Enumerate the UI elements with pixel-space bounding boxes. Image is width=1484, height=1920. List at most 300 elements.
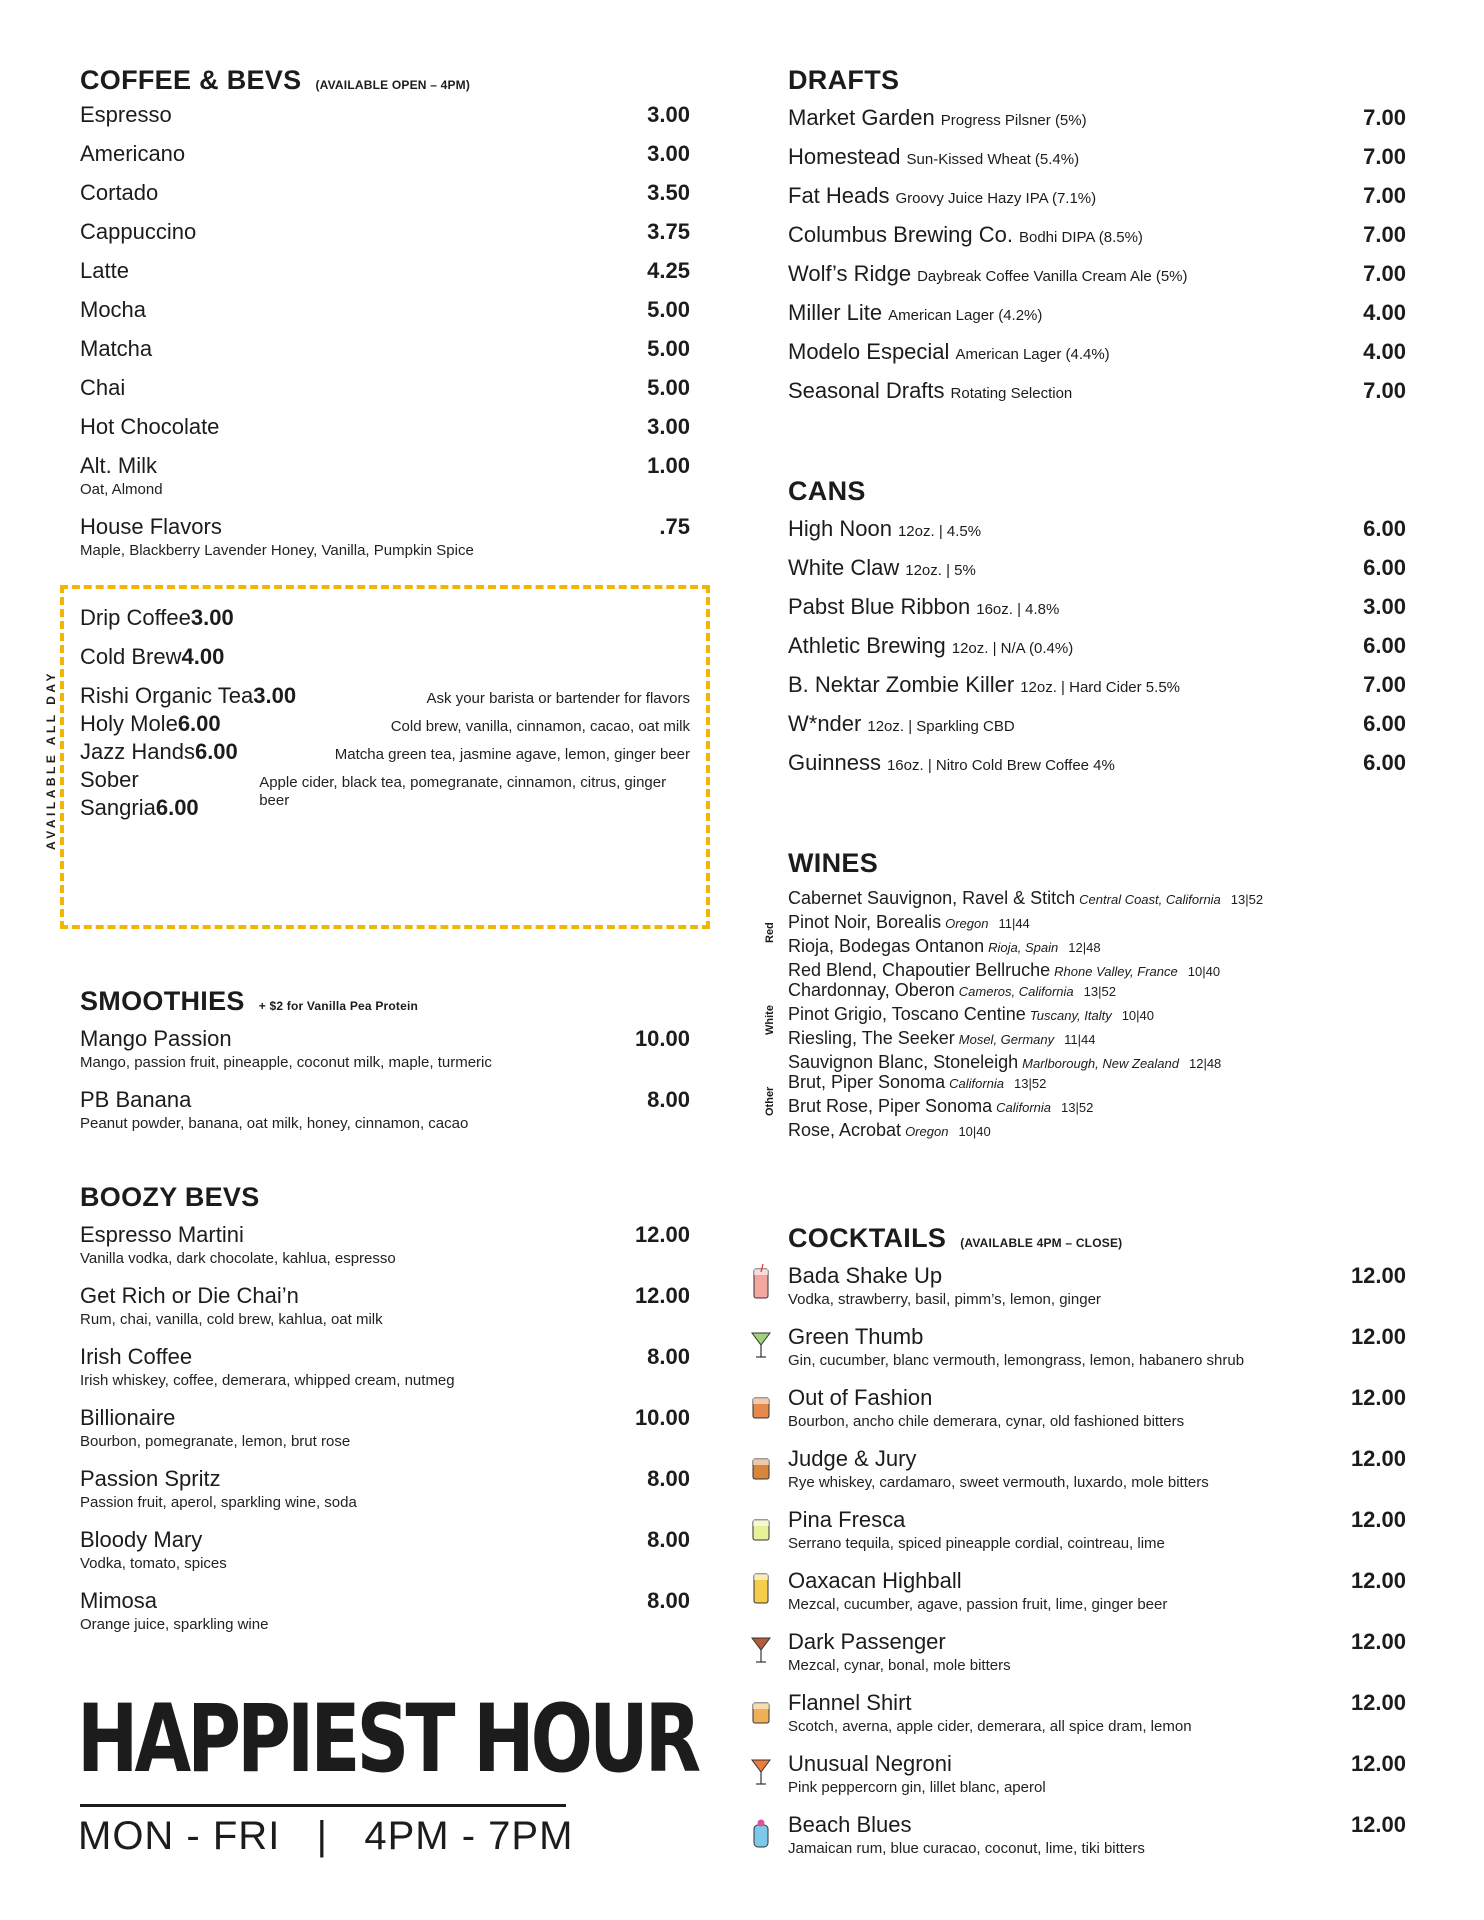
item-name: Guinness	[788, 750, 881, 775]
item-price: 12.00	[1350, 1690, 1406, 1715]
item-name: Mimosa	[80, 1588, 158, 1613]
wine-name: Pinot Grigio, Toscano Centine	[788, 1004, 1026, 1024]
menu-item	[788, 515, 1406, 554]
wine-region: Cameros, California	[958, 984, 1074, 999]
smoothies-list	[80, 1025, 690, 1147]
boozy-title: BOOZY BEVS	[80, 1182, 260, 1212]
cans-list	[788, 515, 1406, 788]
item-row	[80, 1404, 690, 1432]
item-name: Green Thumb	[788, 1324, 924, 1349]
item-detail: Sun-Kissed Wheat (5.4%)	[906, 151, 1080, 168]
item-price: 3.00	[1363, 594, 1406, 619]
item-name: Dark Passenger	[788, 1629, 946, 1654]
rocks-glass-icon	[749, 1691, 773, 1729]
item-price: 12.00	[1350, 1568, 1406, 1593]
wine-price: 11|44	[1064, 1032, 1096, 1047]
menu-item	[80, 335, 690, 374]
wine-category-label: Red	[764, 922, 776, 943]
item-row	[788, 1567, 1406, 1595]
item-price: 6.00	[1363, 750, 1406, 775]
wine-category-label: White	[764, 1005, 776, 1035]
wine-item	[788, 911, 1406, 935]
item-price: 12.00	[1350, 1751, 1406, 1776]
item-description: Matcha green tea, jasmine agave, lemon, ginger beer	[334, 746, 690, 763]
item-name: W*nder	[788, 711, 862, 736]
item-name-wrap	[80, 101, 172, 129]
item-price: 12.00	[1350, 1385, 1406, 1410]
item-price: 5.00	[647, 375, 690, 400]
item-name: Holy Mole	[80, 711, 178, 736]
menu-item	[80, 682, 690, 710]
menu-item	[80, 1465, 690, 1526]
wine-price: 13|52	[1083, 984, 1116, 999]
item-name-wrap	[788, 554, 976, 585]
wine-name: Brut, Piper Sonoma	[788, 1072, 946, 1092]
item-name: Irish Coffee	[80, 1344, 193, 1369]
wine-group-other	[764, 1071, 1406, 1143]
menu-item	[788, 671, 1406, 710]
item-name: Cappuccino	[80, 219, 197, 244]
tiki-glass-icon	[749, 1813, 773, 1851]
wine-price: 13|52	[1014, 1076, 1047, 1091]
item-name-wrap	[788, 377, 1072, 408]
item-name: Jazz Hands	[80, 739, 195, 764]
item-name-wrap	[788, 710, 1015, 741]
item-row	[788, 1506, 1406, 1534]
item-name: Passion Spritz	[80, 1466, 221, 1491]
menu-item	[788, 554, 1406, 593]
drafts-title: DRAFTS	[788, 65, 900, 95]
wine-item	[788, 887, 1406, 911]
item-description: Vanilla vodka, dark chocolate, kahlua, espresso	[80, 1250, 396, 1267]
item-name: Alt. Milk	[80, 453, 157, 478]
item-name: Homestead	[788, 144, 901, 169]
item-price: 5.00	[647, 297, 690, 322]
item-row	[80, 710, 221, 738]
item-name: Out of Fashion	[788, 1385, 933, 1410]
item-name-wrap	[788, 143, 1079, 174]
menu-item	[788, 299, 1406, 338]
item-name: Market Garden	[788, 105, 935, 130]
wine-name: Riesling, The Seeker	[788, 1028, 955, 1048]
item-detail: Progress Pilsner (5%)	[940, 112, 1087, 129]
coffee-availability-note: (AVAILABLE OPEN – 4PM)	[315, 78, 471, 92]
cocktails-availability-note: (AVAILABLE 4PM – CLOSE)	[960, 1236, 1123, 1250]
item-name: Pabst Blue Ribbon	[788, 594, 971, 619]
menu-item	[788, 1384, 1406, 1445]
coffee-heading	[80, 65, 690, 96]
menu-item	[80, 1282, 690, 1343]
item-name-wrap	[80, 218, 196, 246]
highball-glass-icon	[749, 1569, 773, 1607]
item-price: 12.00	[1350, 1446, 1406, 1471]
all-day-list	[80, 604, 690, 822]
item-name-wrap	[788, 749, 1115, 780]
menu-item	[788, 1262, 1406, 1323]
cocktails-heading	[788, 1223, 1406, 1254]
item-description: Mango, passion fruit, pineapple, coconut milk, maple, turmeric	[80, 1054, 492, 1071]
item-row	[788, 1750, 1406, 1778]
item-row	[80, 643, 224, 671]
wine-region: Central Coast, California	[1079, 892, 1221, 907]
wine-name: Brut Rose, Piper Sonoma	[788, 1096, 993, 1116]
wines-title: WINES	[788, 848, 879, 878]
menu-item	[80, 643, 690, 682]
item-detail: American Lager (4.2%)	[888, 307, 1043, 324]
item-name-wrap	[788, 221, 1143, 252]
item-detail: 12oz. | Sparkling CBD	[867, 718, 1015, 735]
item-description: Peanut powder, banana, oat milk, honey, cinnamon, cacao	[80, 1115, 469, 1132]
item-description: Maple, Blackberry Lavender Honey, Vanilla, Pumpkin Spice	[80, 542, 474, 559]
cans-section	[788, 476, 1406, 788]
menu-item	[788, 749, 1406, 788]
item-detail: 12oz. | 5%	[905, 562, 976, 579]
item-price: 7.00	[1363, 222, 1406, 247]
item-name: Oaxacan Highball	[788, 1568, 962, 1593]
menu-item	[788, 632, 1406, 671]
item-description: Irish whiskey, coffee, demerara, whipped cream, nutmeg	[80, 1372, 455, 1389]
item-row	[80, 682, 296, 710]
item-name: High Noon	[788, 516, 892, 541]
item-name: Mocha	[80, 297, 147, 322]
item-detail: Daybreak Coffee Vanilla Cream Ale (5%)	[917, 268, 1188, 285]
wine-name: Sauvignon Blanc, Stoneleigh	[788, 1052, 1019, 1072]
menu-item	[80, 1526, 690, 1587]
item-price: 12.00	[634, 1283, 690, 1308]
wine-group-white	[764, 979, 1406, 1075]
item-description: Pink peppercorn gin, lillet blanc, aperol	[788, 1779, 1046, 1796]
item-row	[80, 604, 234, 632]
item-price: 12.00	[1350, 1812, 1406, 1837]
item-name: House Flavors	[80, 514, 222, 539]
menu-item	[80, 1086, 690, 1147]
item-name-wrap	[788, 104, 1087, 135]
menu-item	[788, 1506, 1406, 1567]
item-price: 8.00	[647, 1588, 690, 1613]
item-row	[80, 1221, 690, 1249]
item-name: Columbus Brewing Co.	[788, 222, 1013, 247]
menu-item	[80, 218, 690, 257]
item-name-wrap	[788, 593, 1059, 624]
wine-group-red	[764, 887, 1406, 983]
item-name: Drip Coffee	[80, 605, 191, 630]
wine-item	[788, 1071, 1406, 1095]
cocktails-title: COCKTAILS	[788, 1223, 947, 1253]
wine-name: Chardonnay, Oberon	[788, 980, 955, 1000]
wine-name: Pinot Noir, Borealis	[788, 912, 942, 932]
wine-name: Rose, Acrobat	[788, 1120, 902, 1140]
wine-price: 10|40	[1121, 1008, 1154, 1023]
item-name: Americano	[80, 141, 186, 166]
menu-item	[80, 296, 690, 335]
menu-item	[788, 1445, 1406, 1506]
wine-region: Mosel, Germany	[958, 1032, 1055, 1047]
all-day-section	[80, 604, 690, 822]
item-price: 4.25	[647, 258, 690, 283]
wine-region: Oregon	[945, 916, 989, 931]
item-price: 6.00	[1363, 711, 1406, 736]
menu-item	[80, 738, 690, 766]
rocks-glass-icon	[749, 1386, 773, 1424]
menu-item	[80, 766, 690, 822]
item-price: 8.00	[647, 1087, 690, 1112]
item-name: Unusual Negroni	[788, 1751, 952, 1776]
item-price: 6.00	[1363, 555, 1406, 580]
item-name-wrap	[80, 179, 158, 207]
item-price: 12.00	[1350, 1324, 1406, 1349]
happiest-hour-rule	[80, 1804, 566, 1807]
coffee-extras-list	[80, 452, 690, 574]
item-price: 6.00	[194, 739, 238, 764]
coffee-section	[80, 65, 690, 574]
item-name: Athletic Brewing	[788, 633, 946, 658]
menu-item	[788, 1750, 1406, 1811]
item-name: Beach Blues	[788, 1812, 912, 1837]
item-price: 3.75	[647, 219, 690, 244]
menu-item	[788, 1567, 1406, 1628]
item-name: B. Nektar Zombie Killer	[788, 672, 1015, 697]
item-row	[788, 1689, 1406, 1717]
item-price: 6.00	[177, 711, 221, 736]
item-row	[80, 513, 690, 541]
rocks-glass-icon	[749, 1447, 773, 1485]
wine-item	[788, 1095, 1406, 1119]
wine-item	[788, 935, 1406, 959]
item-price: 6.00	[1363, 633, 1406, 658]
item-name: Pina Fresca	[788, 1507, 906, 1532]
menu-item	[788, 593, 1406, 632]
smoothies-title: SMOOTHIES	[80, 986, 245, 1016]
item-description: Ask your barista or bartender for flavors	[426, 690, 690, 707]
item-name: Get Rich or Die Chai’n	[80, 1283, 299, 1308]
wine-region: California	[996, 1100, 1052, 1115]
item-name: Bloody Mary	[80, 1527, 203, 1552]
happiest-hour-days: MON - FRI | 4PM - 7PM	[78, 1814, 574, 1858]
item-description: Rye whiskey, cardamaro, sweet vermouth, luxardo, mole bitters	[788, 1474, 1209, 1491]
menu-item	[80, 413, 690, 452]
item-name: Flannel Shirt	[788, 1690, 912, 1715]
item-name: Espresso Martini	[80, 1222, 244, 1247]
item-price: 7.00	[1363, 672, 1406, 697]
item-price: 7.00	[1363, 183, 1406, 208]
menu-item	[788, 182, 1406, 221]
item-row	[80, 1025, 690, 1053]
item-description: Bourbon, pomegranate, lemon, brut rose	[80, 1433, 351, 1450]
item-name: Fat Heads	[788, 183, 890, 208]
item-price: 3.00	[190, 605, 234, 630]
drafts-section	[788, 65, 1406, 416]
item-name: Judge & Jury	[788, 1446, 917, 1471]
menu-item	[80, 604, 690, 643]
item-name: Wolf’s Ridge	[788, 261, 912, 286]
wine-region: California	[949, 1076, 1004, 1091]
coffee-list	[80, 101, 690, 452]
item-detail: American Lager (4.4%)	[955, 346, 1110, 363]
wine-price: 13|52	[1061, 1100, 1094, 1115]
item-description: Vodka, strawberry, basil, pimm’s, lemon, ginger	[788, 1291, 1101, 1308]
item-name-wrap	[788, 671, 1180, 702]
wine-region: Marlborough, New Zealand	[1022, 1056, 1179, 1071]
item-row	[788, 1323, 1406, 1351]
item-description: Mezcal, cynar, bonal, mole bitters	[788, 1657, 1011, 1674]
all-day-label: AVAILABLE ALL DAY	[44, 670, 58, 850]
item-row	[788, 1628, 1406, 1656]
smoothies-heading	[80, 986, 690, 1017]
wine-price: 10|40	[958, 1124, 991, 1139]
menu-item	[80, 257, 690, 296]
item-description: Mezcal, cucumber, agave, passion fruit, lime, ginger beer	[788, 1596, 1168, 1613]
item-description: Jamaican rum, blue curacao, coconut, lime, tiki bitters	[788, 1840, 1145, 1857]
menu-item	[80, 710, 690, 738]
item-name: Latte	[80, 258, 129, 283]
menu-item	[788, 1811, 1406, 1872]
item-price: 4.00	[1363, 300, 1406, 325]
menu-item	[80, 1404, 690, 1465]
wine-price: 10|40	[1187, 964, 1221, 979]
item-name-wrap	[80, 140, 185, 168]
item-row	[788, 1262, 1406, 1290]
item-name: Cortado	[80, 180, 159, 205]
item-name-wrap	[80, 257, 129, 285]
wine-item	[788, 1119, 1406, 1143]
item-name: Hot Chocolate	[80, 414, 220, 439]
wine-category-label: Other	[764, 1086, 776, 1116]
happiest-hour-title: HAPPIEST HOUR	[77, 1685, 698, 1794]
wine-region: Oregon	[905, 1124, 949, 1139]
wine-item	[788, 1003, 1406, 1027]
item-name: Miller Lite	[788, 300, 883, 325]
item-name: White Claw	[788, 555, 900, 580]
menu-item	[80, 374, 690, 413]
item-name: Seasonal Drafts	[788, 378, 945, 403]
boozy-section	[80, 1182, 690, 1648]
smoothies-section	[80, 986, 690, 1147]
drafts-list	[788, 104, 1406, 416]
item-description: Serrano tequila, spiced pineapple cordial, cointreau, lime	[788, 1535, 1165, 1552]
item-price: 7.00	[1363, 378, 1406, 403]
item-row	[80, 1086, 690, 1114]
item-row	[80, 1343, 690, 1371]
item-name-wrap	[80, 335, 152, 363]
menu-item	[788, 221, 1406, 260]
wine-region: Rhone Valley, France	[1054, 964, 1178, 979]
item-price: 3.50	[647, 180, 690, 205]
menu-item	[80, 101, 690, 140]
menu-item	[80, 140, 690, 179]
wine-region: Tuscany, Italty	[1029, 1008, 1112, 1023]
item-name: Cold Brew	[80, 644, 182, 669]
cocktails-list	[788, 1262, 1406, 1872]
item-price: 12.00	[1350, 1507, 1406, 1532]
wine-name: Cabernet Sauvignon, Ravel & Stitch	[788, 888, 1076, 908]
item-detail: 12oz. | Hard Cider 5.5%	[1020, 679, 1180, 696]
wines-section	[764, 848, 1406, 1140]
item-price: 4.00	[181, 644, 225, 669]
item-price: 1.00	[647, 453, 690, 478]
item-description: Rum, chai, vanilla, cold brew, kahlua, oat milk	[80, 1311, 383, 1328]
coupe-glass-icon	[749, 1752, 773, 1790]
wine-price: 12|48	[1068, 940, 1101, 955]
menu-item	[80, 179, 690, 218]
item-detail: 16oz. | 4.8%	[976, 601, 1060, 618]
item-name-wrap	[788, 260, 1188, 291]
item-price: 12.00	[634, 1222, 690, 1247]
menu-item	[788, 338, 1406, 377]
item-price: 3.00	[647, 414, 690, 439]
item-price: 4.00	[1363, 339, 1406, 364]
item-price: 7.00	[1363, 144, 1406, 169]
item-detail: Bodhi DIPA (8.5%)	[1018, 229, 1143, 246]
boozy-list	[80, 1221, 690, 1648]
item-detail: Rotating Selection	[950, 385, 1073, 402]
menu-item	[788, 1628, 1406, 1689]
item-row	[80, 1465, 690, 1493]
item-row	[80, 1526, 690, 1554]
menu-item	[80, 1025, 690, 1086]
item-description: Cold brew, vanilla, cinnamon, cacao, oat milk	[390, 718, 690, 735]
item-row	[788, 1445, 1406, 1473]
menu-item	[788, 1323, 1406, 1384]
wine-price: 12|48	[1188, 1056, 1222, 1071]
wine-region: Rioja, Spain	[988, 940, 1059, 955]
item-price: 6.00	[1363, 516, 1406, 541]
item-description: Orange juice, sparkling wine	[80, 1616, 269, 1633]
menu-item	[788, 260, 1406, 299]
item-row	[80, 738, 238, 766]
menu-item	[80, 513, 690, 574]
item-name-wrap	[788, 182, 1096, 213]
coupe-glass-icon	[749, 1630, 773, 1668]
item-price: 8.00	[647, 1527, 690, 1552]
wine-name: Rioja, Bodegas Ontanon	[788, 936, 985, 956]
item-detail: 12oz. | N/A (0.4%)	[951, 640, 1074, 657]
item-name-wrap	[80, 413, 219, 441]
item-name: Matcha	[80, 336, 153, 361]
menu-item	[788, 1689, 1406, 1750]
cans-title: CANS	[788, 476, 866, 506]
item-name: PB Banana	[80, 1087, 192, 1112]
item-price: 10.00	[634, 1405, 690, 1430]
menu-item	[80, 1587, 690, 1648]
item-row	[788, 1811, 1406, 1839]
item-name: Espresso	[80, 102, 172, 127]
item-price: 10.00	[634, 1026, 690, 1051]
item-name: Chai	[80, 375, 126, 400]
menu-item	[80, 452, 690, 513]
item-description: Oat, Almond	[80, 481, 163, 498]
item-name: Mango Passion	[80, 1026, 232, 1051]
item-price: 6.00	[155, 795, 199, 820]
item-name-wrap	[788, 299, 1042, 330]
wine-name: Red Blend, Chapoutier Bellruche	[788, 960, 1051, 980]
item-name-wrap	[788, 632, 1073, 663]
item-price: .75	[659, 514, 690, 539]
menu-item	[788, 104, 1406, 143]
item-name: Billionaire	[80, 1405, 176, 1430]
wine-price: 13|52	[1230, 892, 1264, 907]
item-name-wrap	[788, 515, 981, 546]
item-row	[80, 766, 259, 822]
wine-item	[788, 1027, 1406, 1051]
tall-pink-glass-icon	[749, 1264, 773, 1302]
menu-item	[788, 377, 1406, 416]
item-price: 8.00	[647, 1466, 690, 1491]
smoothies-protein-note: + $2 for Vanilla Pea Protein	[258, 999, 419, 1013]
item-price: 7.00	[1363, 261, 1406, 286]
item-description: Bourbon, ancho chile demerara, cynar, old fashioned bitters	[788, 1413, 1185, 1430]
item-price: 12.00	[1350, 1629, 1406, 1654]
item-description: Gin, cucumber, blanc vermouth, lemongrass, lemon, habanero shrub	[788, 1352, 1245, 1369]
